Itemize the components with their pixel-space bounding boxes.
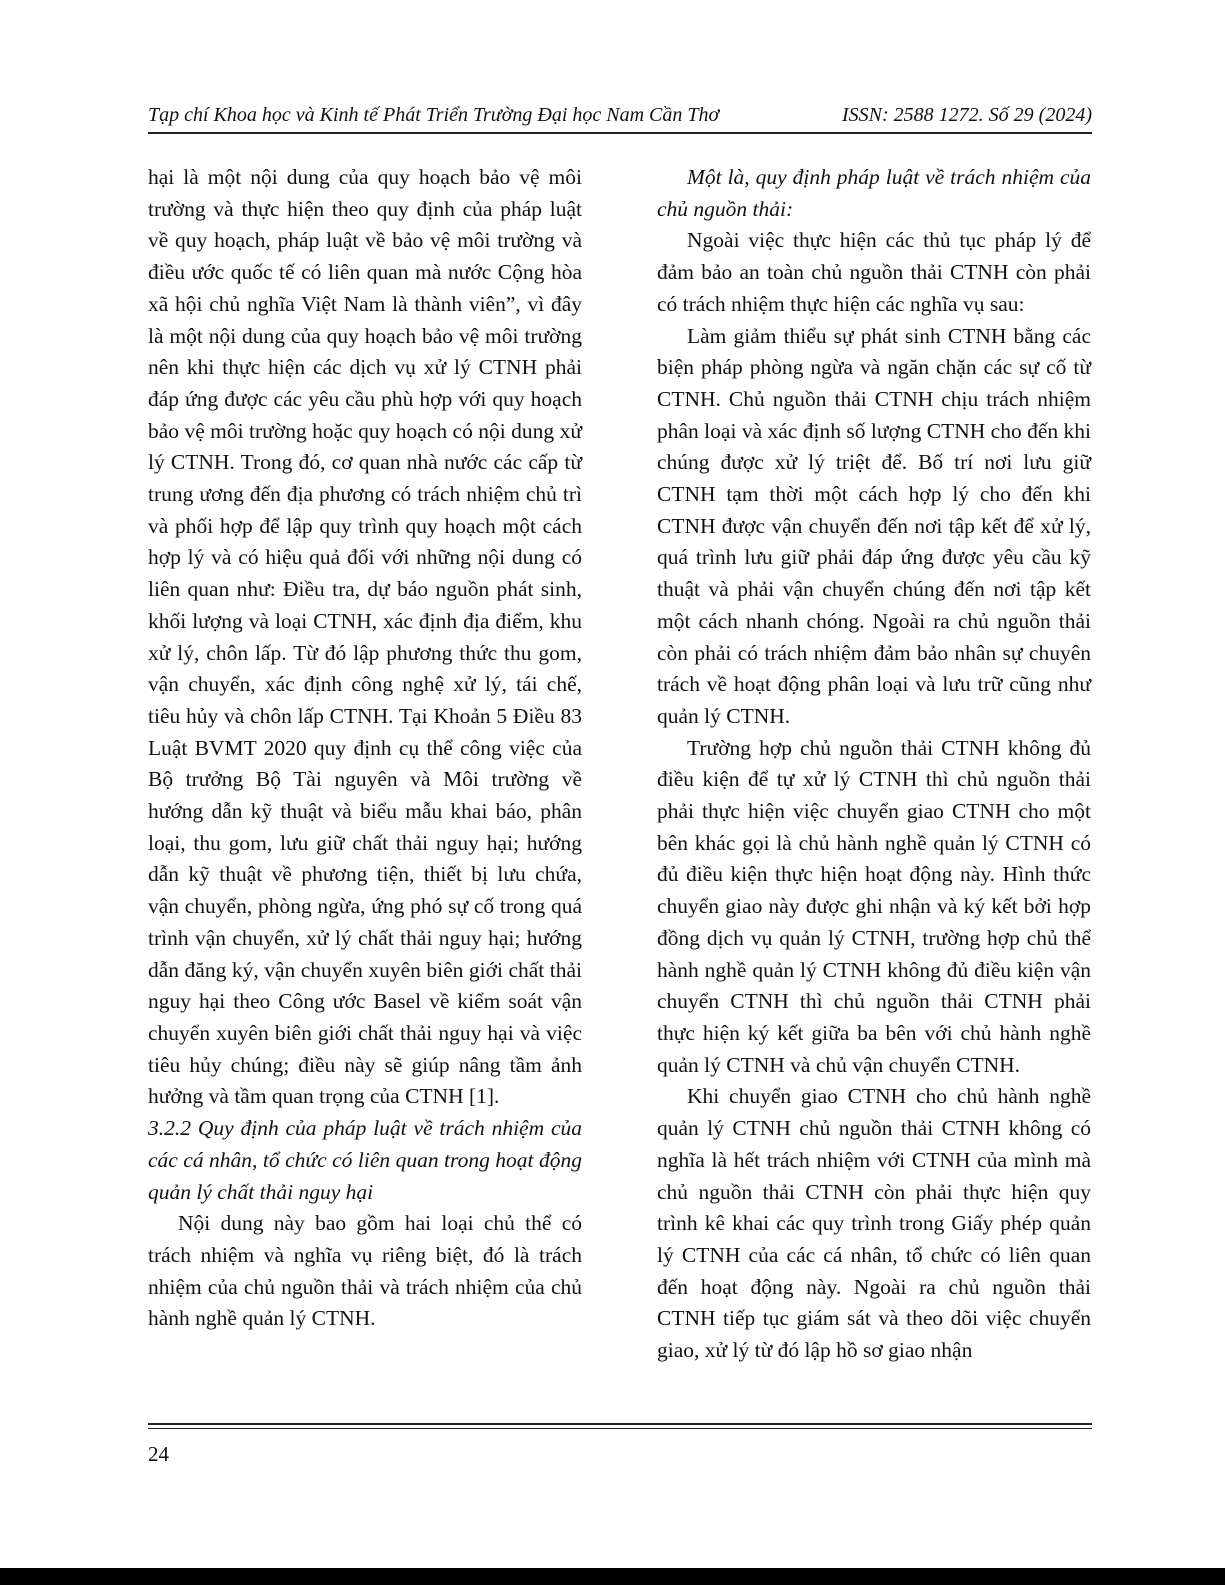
right-paragraph-4: Khi chuyển giao CTNH cho chủ hành nghề quản lý CTNH chủ nguồn thải CTNH không có nghĩa là hết trách nhiệm với CTNH của mình mà chủ nguồn thải CTNH còn phải thực hiện quy trình kê khai các quy trình trong Giấy phép quản lý CTNH của các cá nhân, tổ chức có liên quan đến hoạt động này. Ngoài ra chủ nguồn thải CTNH tiếp tục giám sát và theo dõi việc chuyển giao, xử lý từ đó lập hồ sơ giao nhận [657, 1084, 1091, 1363]
right-paragraph-3: Trường hợp chủ nguồn thải CTNH không đủ điều kiện để tự xử lý CTNH thì chủ nguồn thải phải thực hiện việc chuyển giao CTNH cho một bên khác gọi là chủ hành nghề quản lý CTNH có đủ điều kiện thực hiện hoạt động này. Hình thức chuyển giao này được ghi nhận và ký kết bởi hợp đồng dịch vụ quản lý CTNH, trường hợp chủ thể hành nghề quản lý CTNH không đủ điều kiện vận chuyển CTNH thì chủ nguồn thải CTNH phải thực hiện ký kết giữa ba bên với chủ hành nghề quản lý CTNH và chủ vận chuyển CTNH. [657, 735, 1091, 1077]
footer-rule-thin [148, 1428, 1092, 1429]
journal-title: Tạp chí Khoa học và Kinh tế Phát Triển Trường Đại học Nam Cần Thơ [148, 104, 720, 126]
right-paragraph-1: Ngoài việc thực hiện các thủ tục pháp lý để đảm bảo an toàn chủ nguồn thải CTNH còn phải có trách nhiệm thực hiện các nghĩa vụ sau: [657, 228, 1091, 316]
page-number: 24 [148, 1442, 169, 1466]
running-header [148, 100, 1092, 130]
left-paragraph-continued: hại là một nội dung của quy hoạch bảo vệ môi trường và thực hiện theo quy định của pháp luật về quy hoạch, pháp luật về bảo vệ môi trường và điều ước quốc tế có liên quan mà nước Cộng hòa xã hội chủ nghĩa Việt Nam là thành viên”, vì đây là một nội dung của quy hoạch bảo vệ môi trường nên khi thực hiện các dịch vụ xử lý CTNH phải đáp ứng được các yêu cầu phù hợp với quy hoạch bảo vệ môi trường hoặc quy hoạch có nội dung xử lý CTNH. Trong đó, cơ quan nhà nước các cấp từ trung ương đến địa phương có trách nhiệm chủ trì và phối hợp để lập quy trình quy hoạch một cách hợp lý và có hiệu quả đối với những nội dung có liên quan như: Điều tra, dự báo nguồn phát sinh, khối lượng và loại CTNH, xác định địa điểm, khu xử lý, chôn lấp. Từ đó lập phương thức thu gom, vận chuyển, xác định công nghệ xử lý, tái chế, tiêu hủy và chôn lấp CTNH. Tại Khoản 5 Điều 83 Luật BVMT 2020 quy định cụ thể công việc của Bộ trưởng Bộ Tài nguyên và Môi trường về hướng dẫn kỹ thuật và biểu mẫu khai báo, phân loại, thu gom, lưu giữ chất thải nguy hại; hướng dẫn kỹ thuật về phương tiện, thiết bị lưu chứa, vận chuyển, phòng ngừa, ứng phó sự cố trong quá trình vận chuyển, xử lý chất thải nguy hại; hướng dẫn đăng ký, vận chuyển xuyên biên giới chất thải nguy hại theo Công ước Basel về kiểm soát vận chuyển xuyên biên giới chất thải nguy hại và việc tiêu hủy chúng; điều này sẽ giúp nâng tầm ảnh hưởng và tầm quan trọng của CTNH [1]. [148, 165, 582, 1109]
section-heading-3-2-2: 3.2.2 Quy định của pháp luật về trách nhiệm của các cá nhân, tổ chức có liên quan trong hoạt động quản lý chất thải nguy hại [148, 1116, 582, 1204]
left-paragraph-2: Nội dung này bao gồm hai loại chủ thể có trách nhiệm và nghĩa vụ riêng biệt, đó là trách nhiệm của chủ nguồn thải và trách nhiệm của chủ hành nghề quản lý CTNH. [148, 1211, 582, 1331]
footer-rule-thick [148, 1423, 1092, 1425]
subheading-mot-la: Một là, quy định pháp luật về trách nhiệm của chủ nguồn thải: [657, 165, 1091, 221]
left-column [148, 162, 582, 1335]
issn-issue: ISSN: 2588 1272. Số 29 (2024) [842, 104, 1092, 126]
right-column [657, 162, 1091, 1367]
header-rule [148, 132, 1092, 134]
right-paragraph-2: Làm giảm thiểu sự phát sinh CTNH bằng các biện pháp phòng ngừa và ngăn chặn các sự cố từ CTNH. Chủ nguồn thải CTNH chịu trách nhiệm phân loại và xác định số lượng CTNH cho đến khi chúng được xử lý triệt để. Bố trí nơi lưu giữ CTNH tạm thời một cách hợp lý cho đến khi CTNH được vận chuyển đến nơi tập kết để xử lý, quá trình lưu giữ phải đáp ứng được yêu cầu kỹ thuật và phải vận chuyển chúng đến nơi tập kết một cách nhanh chóng. Ngoài ra chủ nguồn thải còn phải có trách nhiệm đảm bảo nhân sự chuyên trách về hoạt động phân loại và lưu trữ cũng như quản lý CTNH. [657, 323, 1091, 728]
bottom-edge-bar [0, 1568, 1225, 1585]
